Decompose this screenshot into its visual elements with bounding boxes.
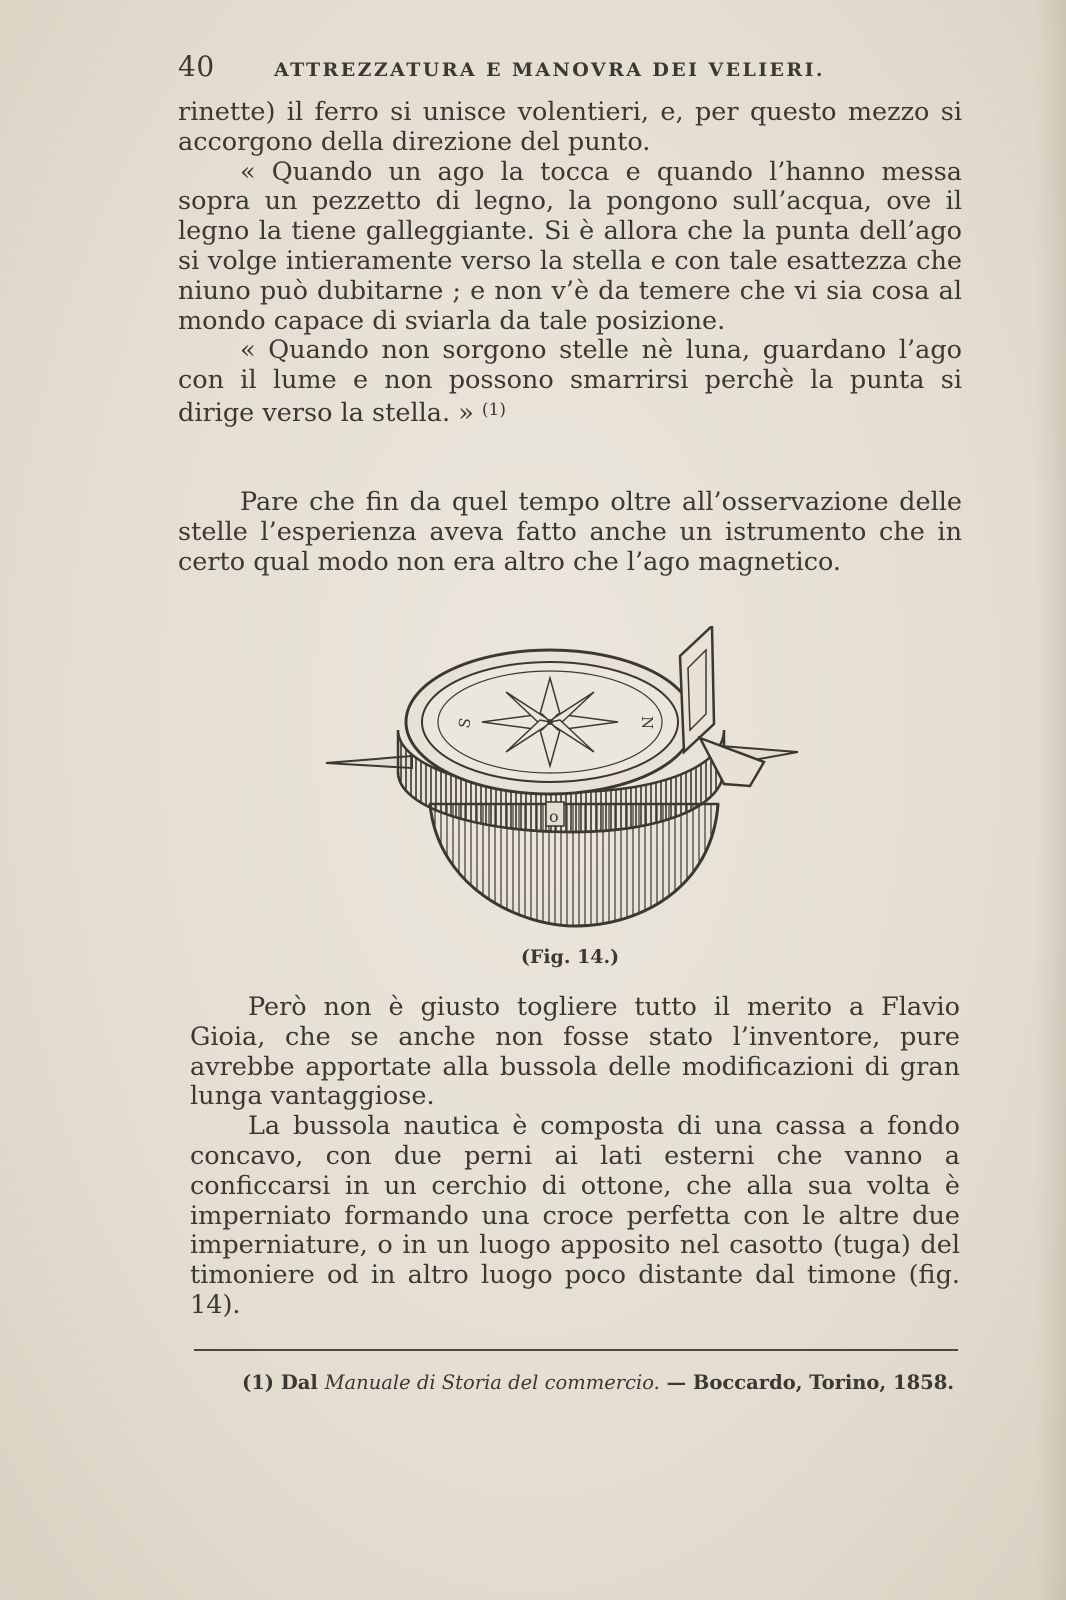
page-header xyxy=(178,50,958,83)
footnote-rule xyxy=(194,1349,958,1351)
footnote-reference: (1) xyxy=(481,399,506,420)
footnote-book-title: Manuale di Storia del commercio. xyxy=(324,1371,660,1394)
body-block xyxy=(178,488,962,577)
page-number: 40 xyxy=(178,50,215,83)
footnote xyxy=(196,1368,958,1398)
svg-text:o: o xyxy=(549,807,559,826)
paragraph: rinette) il ferro si unisce volentieri, e, per questo mezzo si accorgono della direzione del punto. xyxy=(178,97,962,157)
page-edge-shadow xyxy=(1036,0,1066,1600)
paragraph: Però non è giusto togliere tutto il merito a Flavio Gioia, che se anche non fosse stato l’inventore, pure avrebbe apportate alla bussola delle modificazioni di gran lunga vantaggiose. xyxy=(190,992,960,1112)
body-block xyxy=(190,993,960,1321)
paragraph: La bussola nautica è composta di una cassa a fondo concavo, con due perni ai lati esterni che vanno a conficcarsi in un cerchio di ottone, che alla sua volta è imperniato formando una croce perfetta con le altre due imperniature, o in un luogo apposito nel casotto (tuga) del timoniere od in altro luogo poco distante dal timone (fig. 14). xyxy=(190,1111,960,1320)
compass-label-north: N xyxy=(638,716,656,730)
footnote-prefix: Dal xyxy=(280,1371,318,1394)
running-title: ATTREZZATURA E MANOVRA DEI VELIERI. xyxy=(274,59,825,81)
compass-illustration xyxy=(320,626,820,942)
quote-block xyxy=(178,98,962,429)
paragraph: « Quando un ago la tocca e quando l’hanno messa sopra un pezzetto di legno, la pongono sull’acqua, ove il legno la tiene galleggiante. Si è allora che la punta dell’ago si volge intieramente verso la stella e con tale esattezza che niuno può dubitarne ; e non v’è da temere che vi sia cosa al mondo capace di sviarla da tale posizione. xyxy=(178,156,962,336)
paragraph xyxy=(178,336,962,428)
paragraph: Pare che fin da quel tempo oltre all’osservazione delle stelle l’esperienza aveva fatto anche un istrumento che in certo qual modo non era altro che l’ago magnetico. xyxy=(178,487,962,577)
footnote-source: — Boccardo, Torino, 1858. xyxy=(666,1371,955,1394)
paragraph-text: « Quando non sorgono stelle nè luna, guardano l’ago con il lume e non possono smarrirsi perchè la punta si dirige verso la stella. » xyxy=(178,335,962,428)
compass-label-south: S xyxy=(455,716,475,730)
footnote-number: (1) xyxy=(242,1371,275,1394)
figure-caption: (Fig. 14.) xyxy=(520,946,620,968)
